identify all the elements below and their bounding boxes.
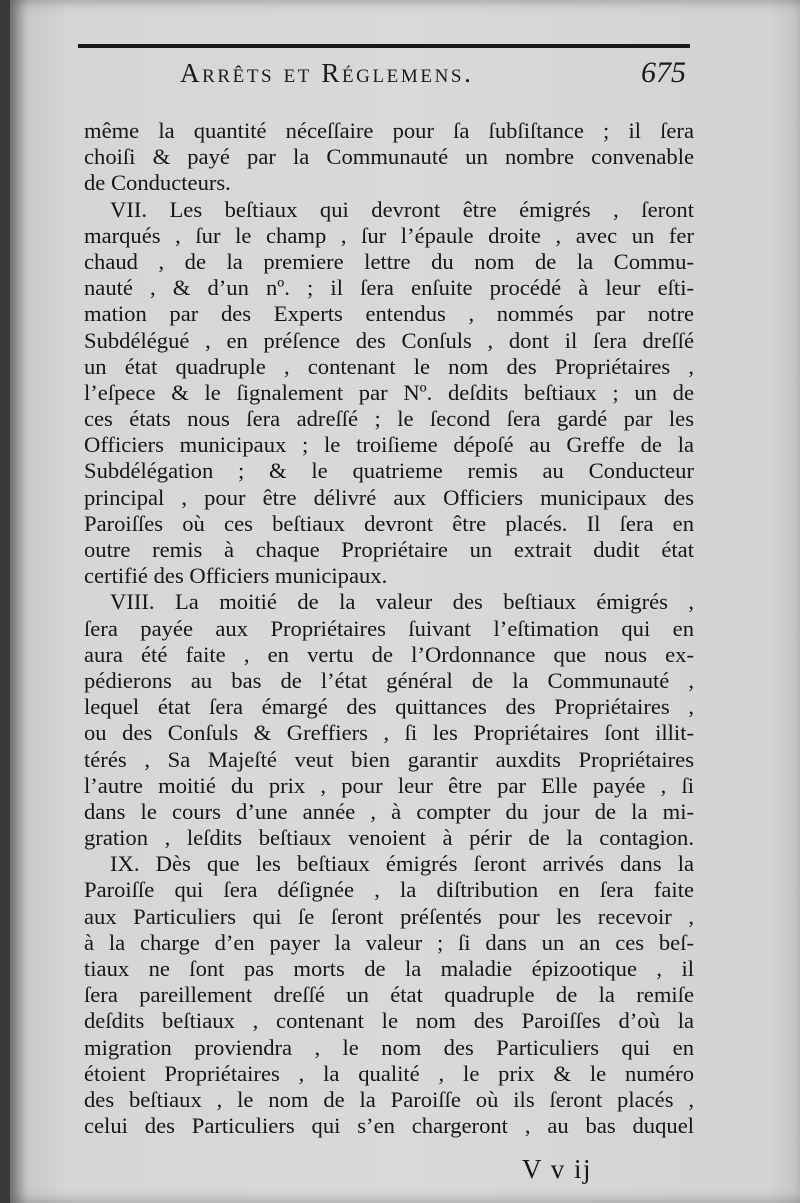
page-header [170,58,690,98]
text-line: aura été faite , en vertu de l’Ordonnance que nous ex- [84,641,694,667]
text-line: aux Particuliers qui ſe ſeront préſentés pour les recevoir , [84,903,694,929]
text-line: principal , pour être délivré aux Officiers municipaux des [84,484,694,510]
text-line: gration , leſdits beſtiaux venoient à périr de la contagion. [84,825,694,851]
text-line: tiaux ne ſont pas morts de la maladie épizootique , il [84,956,694,981]
text-line: Subdélégué , en préſence des Conſuls , dont il ſera dreſſé [84,327,694,353]
article-ix-start: IX. Dès que les beſtiaux émigrés ſeront arrivés dans la [110,851,694,877]
text-line: l’autre moitié du prix , pour leur être par Elle payée , ſi [84,772,694,798]
text-line: ou des Conſuls & Greffiers , ſi les Propriétaires ſont illit- [84,720,694,746]
text-line: dans le cours d’une année , à compter du jour de la mi- [84,798,694,824]
article-viii-start: VIII. La moitié de la valeur des beſtiaux émigrés , [110,589,694,615]
text-line: ſera payée aux Propriétaires ſuivant l’eſtimation qui en [84,615,694,641]
text-line: certifié des Officiers municipaux. [84,563,388,589]
running-head: Arrêts et Réglemens. [180,58,474,88]
text-line: migration proviendra , le nom des Particuliers qui en [84,1034,694,1060]
text-line: chaud , de la premiere lettre du nom de la Commu- [84,248,694,274]
text-line: Paroiſſes où ces beſtiaux devront être placés. Il ſera en [84,510,694,536]
header-rule [78,44,690,48]
text-line: Paroiſſe qui ſera déſignée , la diſtribution en ſera faite [84,877,694,903]
text-line: Subdélégation ; & le quatrieme remis au Conducteur [84,458,694,484]
text-line: choiſi & payé par la Communauté un nombre convenable [84,144,694,170]
text-line: l’eſpece & le ſignalement par Nº. deſdits beſtiaux ; un de [84,379,694,405]
text-line: nauté , & d’un nº. ; il ſera enſuite procédé à leur eſti- [84,275,694,301]
text-line: outre remis à chaque Propriétaire un extrait dudit état [84,537,694,562]
book-page [10,0,800,1203]
text-line: marqués , ſur le champ , ſur l’épaule droite , avec un fer [84,222,694,248]
text-line: étoient Propriétaires , la qualité , le prix & le numéro [84,1060,694,1086]
page-number: 675 [641,56,686,89]
text-line: même la quantité néceſſaire pour ſa ſubſiſtance ; il ſera [84,118,694,143]
text-line: ces états nous ſera adreſſé ; le ſecond ſera gardé par les [84,406,694,432]
body-text [84,118,694,1139]
text-line: ſera pareillement dreſſé un état quadruple de la remiſe [84,982,694,1008]
text-line: Officiers municipaux ; le troiſieme dépoſé au Greffe de la [84,432,694,458]
signature-mark: V v ij [522,1154,593,1184]
text-line: de Conducteurs. [84,170,231,196]
text-line: un état quadruple , contenant le nom des Propriétaires , [84,353,694,379]
text-line: mation par des Experts entendus , nommés par notre [84,301,694,327]
text-line: lequel état ſera émargé des quittances des Propriétaires , [84,694,694,720]
text-line: des beſtiaux , le nom de la Paroiſſe où ils ſeront placés , [84,1086,694,1112]
text-line: à la charge d’en payer la valeur ; ſi dans un an ces beſ- [84,929,694,955]
text-line: celui des Particuliers qui s’en chargeront , au bas duquel [84,1113,694,1139]
text-line: térés , Sa Majeſté veut bien garantir auxdits Propriétaires [84,746,694,772]
text-line: pédierons au bas de l’état général de la Communauté , [84,667,694,693]
text-line: deſdits beſtiaux , contenant le nom des Paroiſſes d’où la [84,1008,694,1034]
article-vii-start: VII. Les beſtiaux qui devront être émigrés , ſeront [110,196,694,222]
